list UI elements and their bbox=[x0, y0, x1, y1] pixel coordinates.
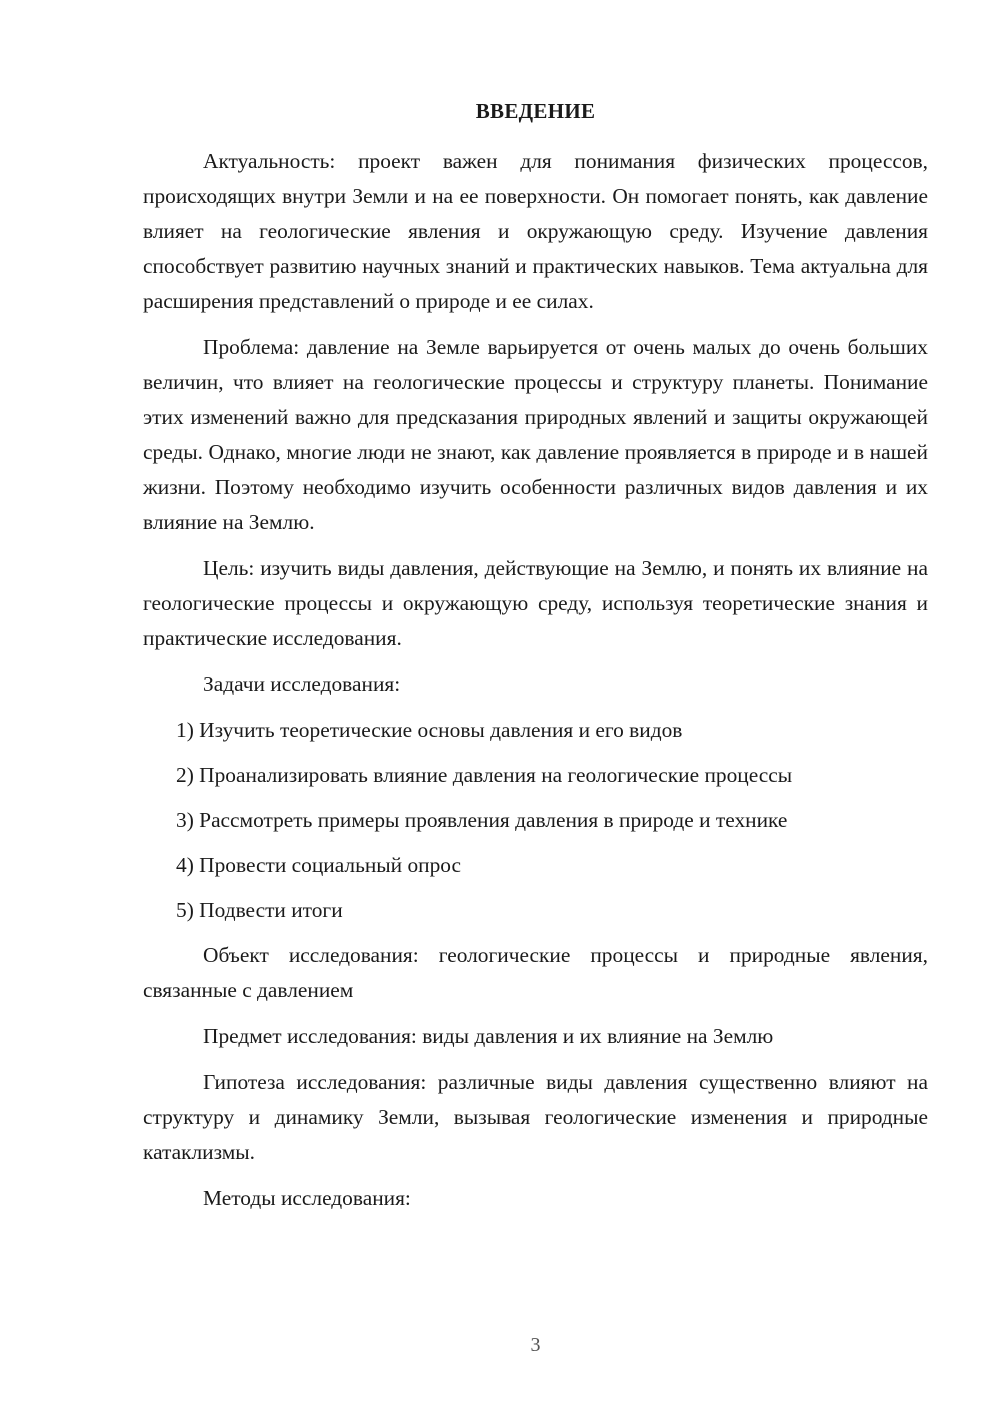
paragraph-tasks-heading: Задачи исследования: bbox=[203, 672, 401, 696]
list-item: 2) Проанализировать влияние давления на геологические процессы bbox=[176, 763, 793, 787]
paragraph-object: Объект исследования: геологические процессы и природные явления, связанные с давлением bbox=[143, 943, 928, 1002]
page-number: 3 bbox=[530, 1334, 541, 1356]
page-title: ВВЕДЕНИЕ bbox=[475, 99, 596, 123]
list-item: 4) Провести социальный опрос bbox=[176, 853, 462, 877]
paragraph-relevance: Актуальность: проект важен для понимания физических процессов, происходящих внутри Земли и на ее поверхности. Он помогает понять, как давление влияет на геологические явления и окружающую среду. Изучение давления способствует развитию научных знаний и практических навыков. Тема актуальна для расширения представлений о природе и ее силах. bbox=[143, 149, 928, 313]
paragraph-problem: Проблема: давление на Земле варьируется от очень малых до очень больших величин, что влияет на геологические процессы и структуру планеты. Понимание этих изменений важно для предсказания природных явлений и защиты окружающей среды. Однако, многие люди не знают, как давление проявляется в природе и в нашей жизни. Поэтому необходимо изучить особенности различных видов давления и их влияние на Землю. bbox=[143, 335, 928, 534]
paragraph-methods: Методы исследования: bbox=[203, 1186, 411, 1210]
list-item: 1) Изучить теоретические основы давления и его видов bbox=[176, 718, 683, 742]
paragraph-goal: Цель: изучить виды давления, действующие на Землю, и понять их влияние на геологические процессы и окружающую среду, используя теоретические знания и практические исследования. bbox=[143, 556, 928, 650]
list-item: 5) Подвести итоги bbox=[176, 898, 343, 922]
tasks-list bbox=[143, 713, 928, 928]
list-item: 3) Рассмотреть примеры проявления давления в природе и технике bbox=[176, 808, 788, 832]
paragraph-hypothesis: Гипотеза исследования: различные виды давления существенно влияют на структуру и динамику Земли, вызывая геологические изменения и природные катаклизмы. bbox=[143, 1070, 928, 1164]
document-page bbox=[143, 0, 928, 1414]
paragraph-subject: Предмет исследования: виды давления и их влияние на Землю bbox=[203, 1024, 774, 1048]
document-body bbox=[143, 144, 928, 1227]
